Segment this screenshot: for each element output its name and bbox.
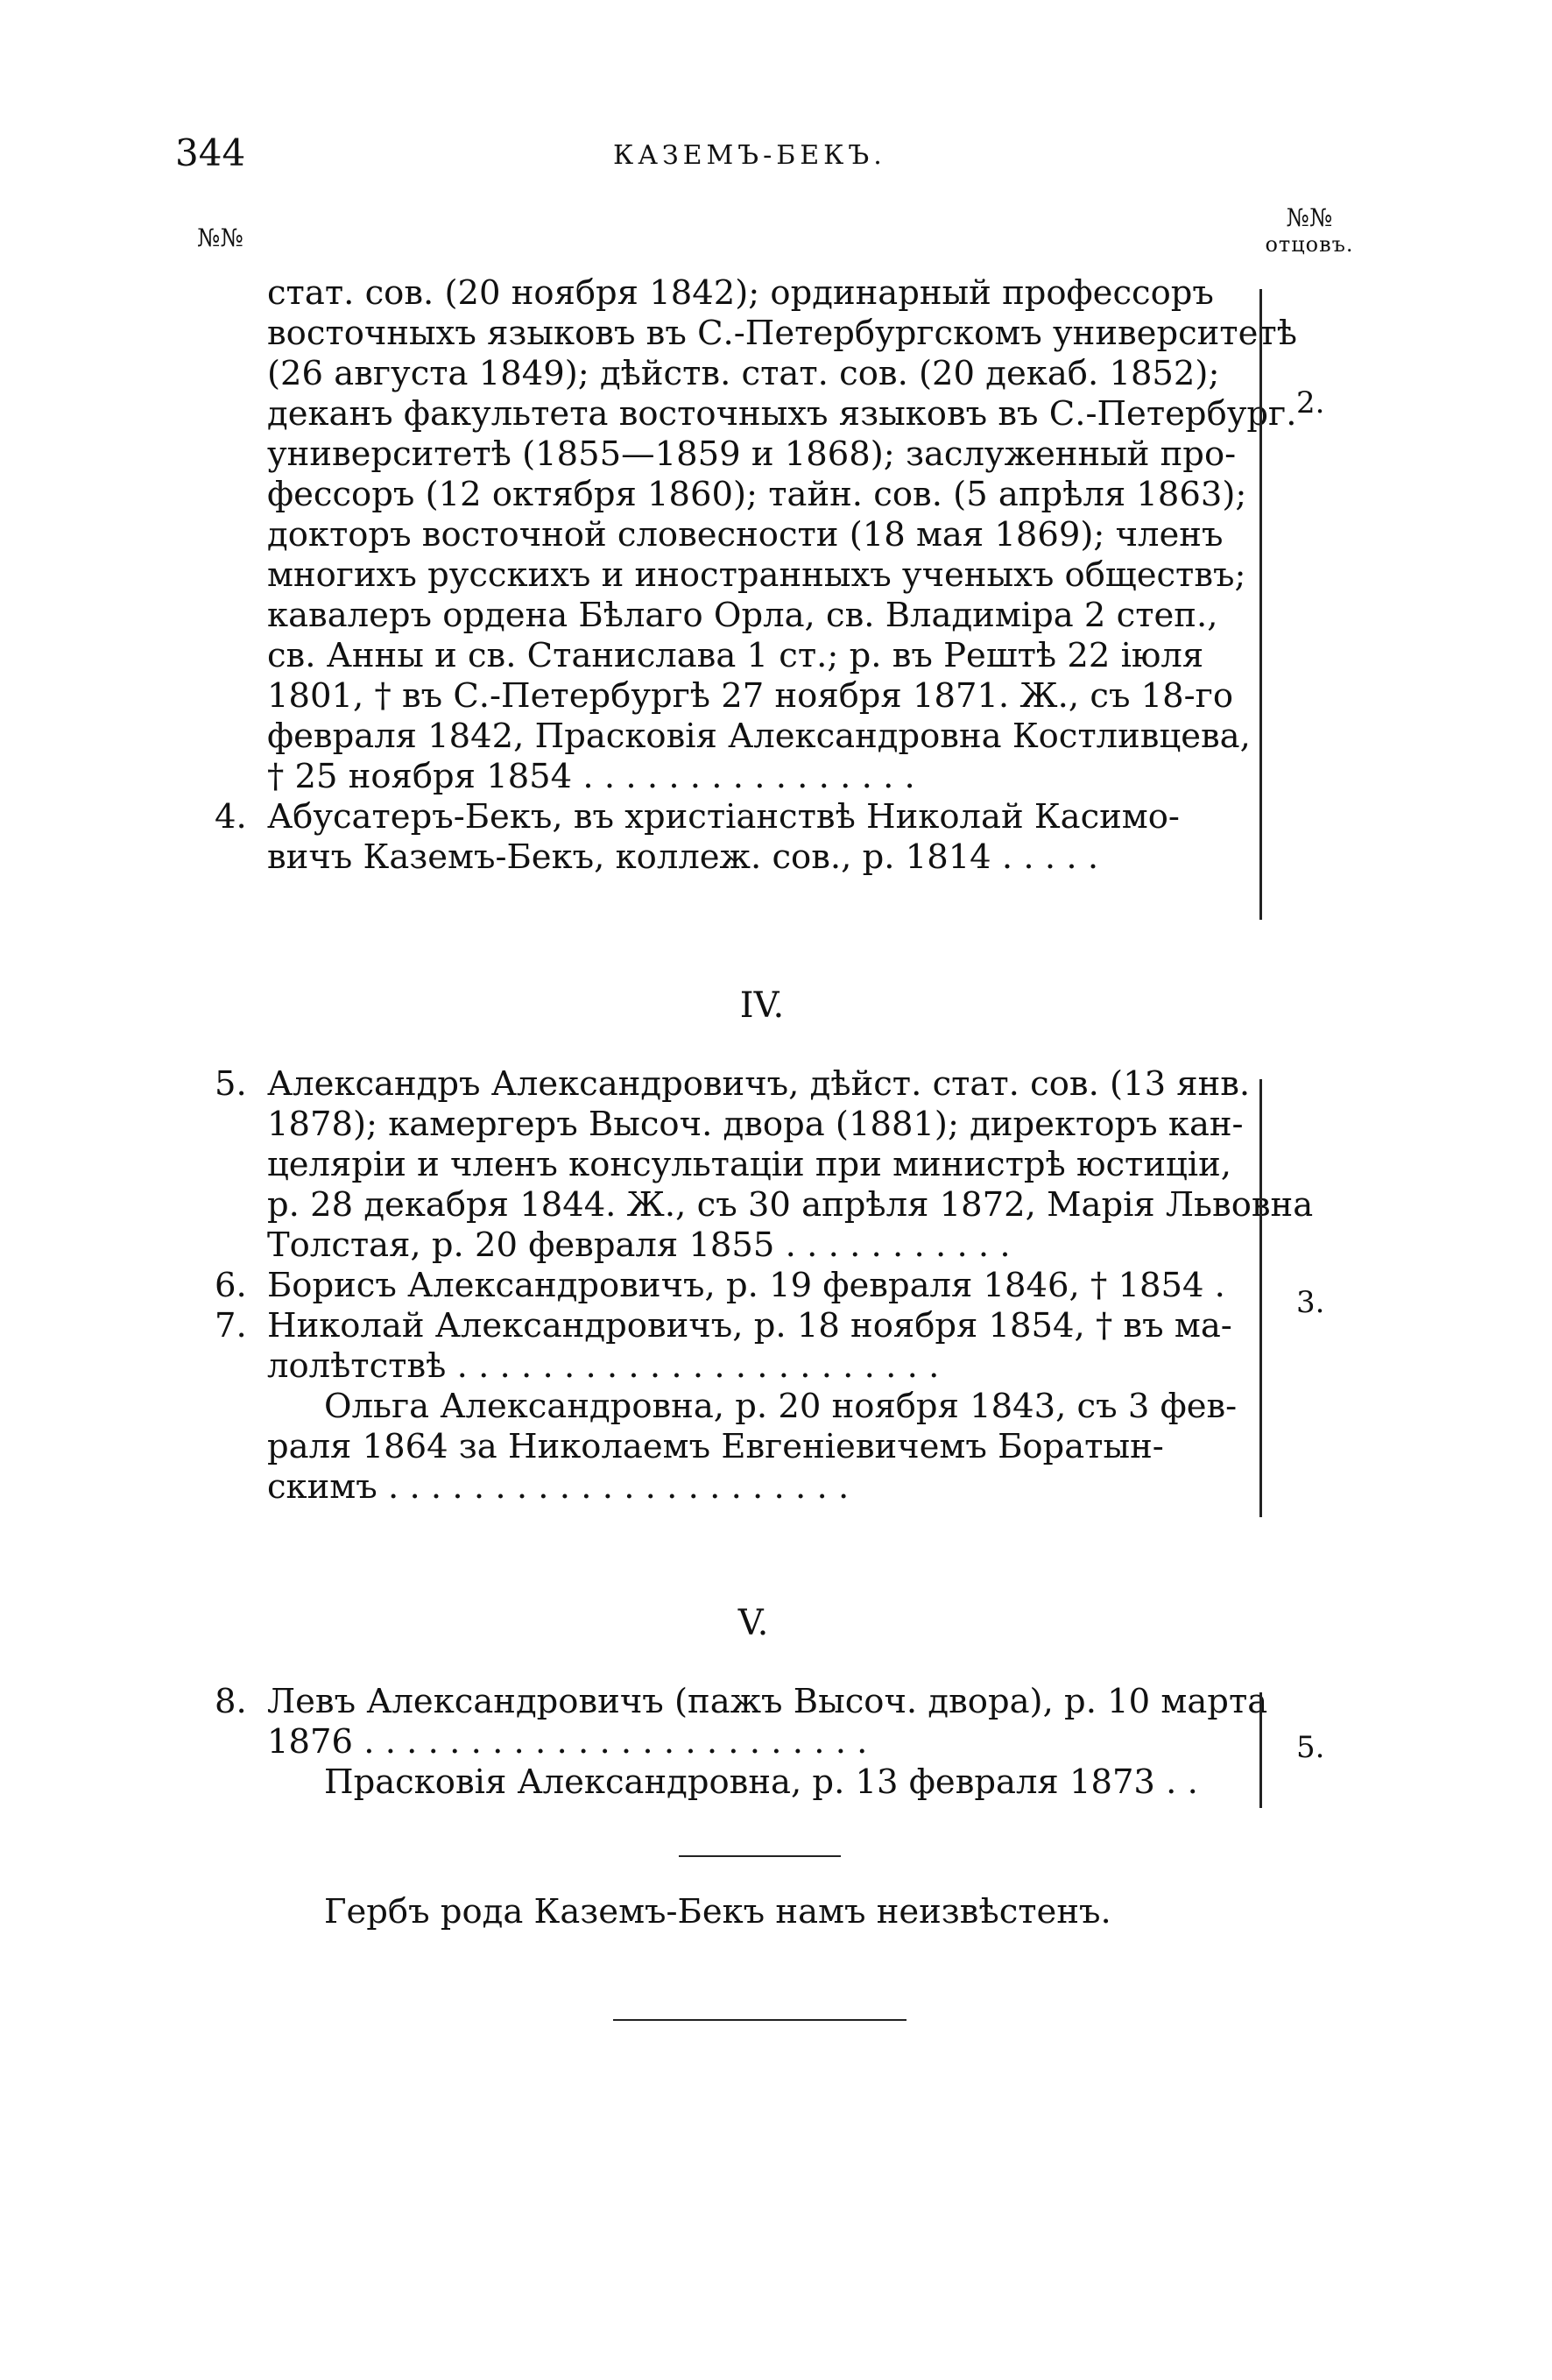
text-line: Левъ Александровичъ (пажъ Высоч. двора), р. 10 марта [267, 1682, 1268, 1721]
entry-4 [215, 797, 1239, 837]
text-line: кавалеръ ордена Бѣлаго Орла, св. Владиміра 2 степ., [267, 596, 1218, 635]
text-line: Толстая, р. 20 февраля 1855 . . . . . . . . . . . [267, 1225, 1011, 1265]
text-line: многихъ русскихъ и иностранныхъ ученыхъ обществъ; [267, 555, 1246, 595]
running-title: КАЗЕМЪ-БЕКЪ. [613, 140, 886, 171]
text-line: Борисъ Александровичъ, р. 19 февраля 1846, † 1854 . [267, 1266, 1225, 1305]
brace-generation-3 [1259, 289, 1262, 920]
footer-note: Гербъ рода Каземъ-Бекъ намъ неизвѣстенъ. [324, 1892, 1111, 1932]
entry-7 [215, 1306, 1239, 1346]
text-line: Александръ Александровичъ, дѣйст. стат. сов. (13 янв. [267, 1064, 1251, 1104]
block-generation-4 [215, 1064, 1314, 1508]
text-line: стат. сов. (20 ноября 1842); ординарный профессоръ [267, 273, 1214, 313]
entry-6 [215, 1266, 1239, 1306]
text-line: лолѣтствѣ . . . . . . . . . . . . . . . . . . . . . . . [267, 1346, 940, 1386]
daughter-praskovia: Прасковія Александровна, р. 13 февраля 1873 . . [324, 1762, 1198, 1802]
text-line: Николай Александровичъ, р. 18 ноября 1854, † въ ма- [267, 1306, 1232, 1345]
end-rule [613, 2019, 907, 2021]
father-number: 2. [1296, 385, 1325, 420]
text-line: деканъ факультета восточныхъ языковъ въ С.-Петербург. [267, 394, 1297, 434]
daughter-olga: Ольга Александровна, р. 20 ноября 1843, съ 3 фев- [324, 1387, 1238, 1426]
text-line: 1878); камергеръ Высоч. двора (1881); директоръ кан- [267, 1105, 1244, 1144]
brace-generation-4 [1259, 1079, 1262, 1517]
entry-number: 6. [215, 1266, 247, 1305]
column-label-fathers [1248, 203, 1371, 257]
text-line: университетѣ (1855—1859 и 1868); заслуженный про- [267, 434, 1237, 474]
text-line: раля 1864 за Николаемъ Евгеніевичемъ Боратын- [267, 1427, 1164, 1466]
entry-5 [215, 1064, 1251, 1105]
column-label-fathers-numbers: №№ [1286, 203, 1333, 232]
text-line: скимъ . . . . . . . . . . . . . . . . . . . . . . [267, 1467, 850, 1507]
text-line: фессоръ (12 октября 1860); тайн. сов. (5 апрѣля 1863); [267, 475, 1247, 514]
page-number: 344 [175, 131, 246, 174]
column-label-numbers: №№ [197, 223, 243, 252]
text-line: докторъ восточной словесности (18 мая 1869); членъ [267, 515, 1224, 554]
text-line: р. 28 декабря 1844. Ж., съ 30 апрѣля 1872, Марія Львовна [267, 1185, 1314, 1225]
text-line: (26 августа 1849); дѣйств. стат. сов. (20 декаб. 1852); [267, 354, 1220, 393]
separator-rule [679, 1855, 841, 1857]
text-line: † 25 ноября 1854 . . . . . . . . . . . . . . . . [267, 757, 915, 796]
text-line: вичъ Каземъ-Бекъ, коллеж. сов., р. 1814 . . . . . [267, 837, 1099, 877]
block-generation-5 [215, 1682, 1268, 1803]
text-line: св. Анны и св. Станислава 1 ст.; р. въ Рештѣ 22 іюля [267, 636, 1204, 675]
column-label-fathers-word: отцовъ. [1265, 232, 1354, 257]
father-number: 5. [1296, 1730, 1325, 1765]
text-line: целяріи и членъ консультаціи при министрѣ юстиціи, [267, 1145, 1231, 1184]
text-line: Абусатеръ-Бекъ, въ христіанствѣ Николай Касимо- [267, 797, 1180, 837]
entry-number: 7. [215, 1306, 247, 1345]
text-line: 1801, † въ С.-Петербургѣ 27 ноября 1871. Ж., съ 18-го [267, 676, 1234, 716]
text-line: восточныхъ языковъ въ С.-Петербургскомъ университетѣ [267, 314, 1297, 353]
entry-8 [215, 1682, 1268, 1722]
block-generation-3 [215, 273, 1297, 878]
entry-number: 4. [215, 797, 247, 837]
section-heading-v: V. [737, 1603, 769, 1643]
father-number: 3. [1296, 1285, 1325, 1320]
brace-generation-5 [1259, 1692, 1262, 1808]
text-line: февраля 1842, Прасковія Александровна Костливцева, [267, 717, 1251, 756]
text-line: 1876 . . . . . . . . . . . . . . . . . . . . . . . . [267, 1722, 868, 1762]
entry-number: 5. [215, 1064, 247, 1104]
entry-number: 8. [215, 1682, 247, 1721]
section-heading-iv: IV. [739, 985, 785, 1026]
